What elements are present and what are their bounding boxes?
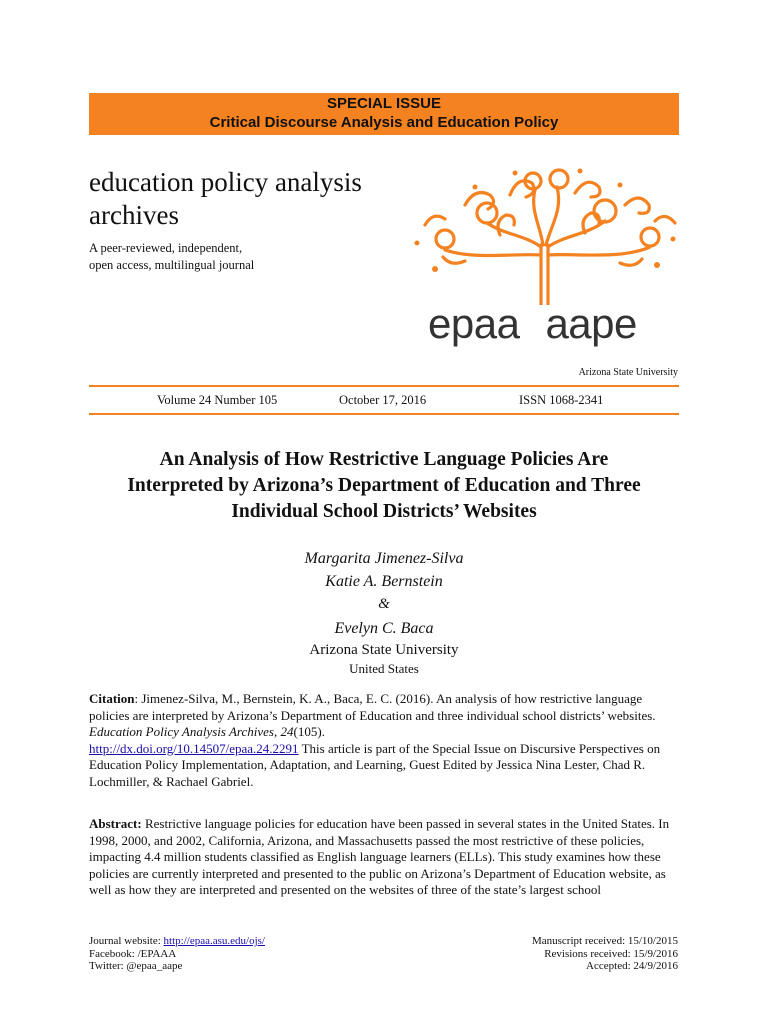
article-title-line3: Individual School Districts’ Websites bbox=[231, 501, 537, 522]
article-title-line2: Interpreted by Arizona’s Department of Education and Three bbox=[127, 475, 641, 496]
footer-right bbox=[532, 935, 678, 973]
journal-title-line2: archives bbox=[89, 200, 179, 230]
citation-text: : Jimenez-Silva, M., Bernstein, K. A., Baca, E. C. (2016). An analysis of how restrictive language policies are interpreted by Arizona’s Department of Education and three individual school districts’ websites. bbox=[89, 691, 656, 723]
tree-logo-icon bbox=[405, 165, 685, 305]
website-link[interactable]: http://epaa.asu.edu/ojs/ bbox=[163, 935, 265, 947]
citation-special-issue-text: This article is part of the Special Issue on Discursive Perspectives on Education Policy Implementation, Adaptation, and Learning, Guest Edited by Jessica Nina Lester, Chad R. Lochmiller, & Rachael Gabriel. bbox=[89, 740, 661, 789]
citation-issue: (105). bbox=[293, 724, 325, 739]
abstract-text: Restrictive language policies for education have been passed in several states in the United States. In 1998, 2000, and 2002, California, Arizona, and Massachusetts passed the most restrictive of these policies, impacting 4.4 million students classified as English language learners (ELLs). This study examines how these policies are currently interpreted and presented to the public on Arizona’s Department of Education website, as well as how they are interpreted and presented on the websites of three of the state’s largest school bbox=[89, 816, 670, 897]
citation-journal: Education Policy Analysis Archives, 24 bbox=[89, 724, 294, 739]
doi-link[interactable]: http://dx.doi.org/10.14507/epaa.24.2291 bbox=[89, 740, 299, 756]
institution: Arizona State University bbox=[309, 642, 459, 658]
volume-number: Volume 24 Number 105 bbox=[157, 393, 278, 407]
issn: ISSN 1068-2341 bbox=[519, 393, 604, 407]
citation-paragraph bbox=[89, 691, 681, 790]
footer-left bbox=[89, 935, 265, 973]
bottom-divider bbox=[89, 413, 679, 415]
top-divider bbox=[89, 385, 679, 387]
footer-website bbox=[89, 935, 265, 948]
journal-subtitle-line2: open access, multilingual journal bbox=[89, 258, 255, 272]
manuscript-received: Manuscript received: 15/10/2015 bbox=[531, 935, 678, 947]
website-label: Journal website: bbox=[89, 935, 164, 947]
journal-subtitle bbox=[89, 240, 254, 274]
footer-facebook: Facebook: /EPAAA bbox=[89, 947, 177, 960]
publisher-label: Arizona State University bbox=[578, 367, 678, 378]
citation-label: Citation bbox=[89, 691, 135, 706]
author-1: Margarita Jimenez-Silva bbox=[304, 550, 464, 567]
author-3: Evelyn C. Baca bbox=[334, 620, 434, 637]
article-title-line1: An Analysis of How Restrictive Language Policies Are bbox=[159, 449, 609, 470]
revisions-received: Revisions received: 15/9/2016 bbox=[544, 947, 678, 960]
journal-title-line1: education policy analysis bbox=[89, 167, 362, 197]
footer-twitter: Twitter: @epaa_aape bbox=[89, 960, 183, 972]
banner-line2: Critical Discourse Analysis and Education Policy bbox=[209, 114, 559, 131]
journal-subtitle-line1: A peer-reviewed, independent, bbox=[89, 241, 243, 255]
special-issue-banner bbox=[89, 93, 679, 135]
journal-title bbox=[89, 166, 362, 232]
accepted-date: Accepted: 24/9/2016 bbox=[586, 960, 678, 972]
author-2: Katie A. Bernstein bbox=[325, 573, 443, 590]
abstract-paragraph bbox=[89, 816, 681, 899]
logo-epaa: epaa bbox=[428, 300, 520, 347]
logo-aape: aape bbox=[545, 300, 637, 347]
country: United States bbox=[349, 661, 419, 676]
issue-date: October 17, 2016 bbox=[339, 393, 427, 407]
article-title bbox=[89, 447, 679, 525]
banner-line1: SPECIAL ISSUE bbox=[327, 95, 441, 112]
author-ampersand: & bbox=[378, 596, 390, 612]
journal-logo-wordmark bbox=[428, 300, 637, 348]
abstract-label: Abstract: bbox=[89, 816, 142, 831]
